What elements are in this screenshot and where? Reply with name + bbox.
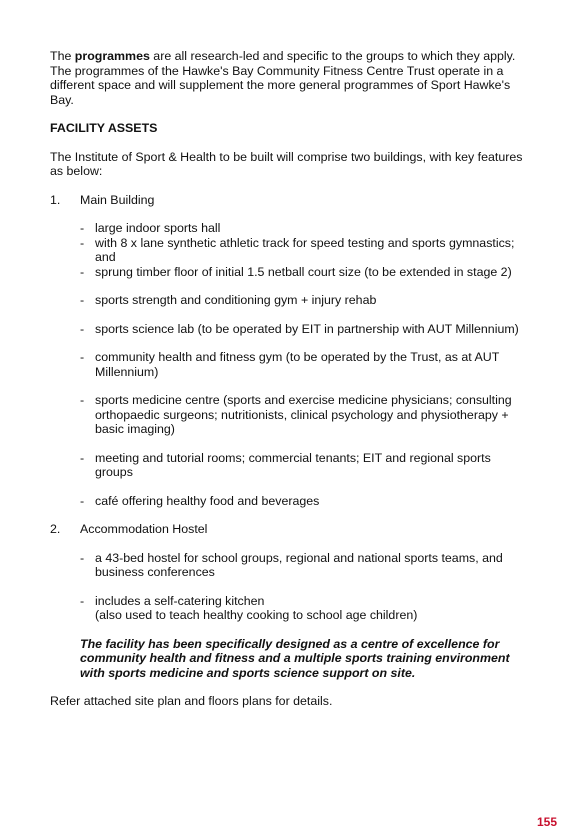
item-number: 2. [50,522,61,536]
list-item [80,551,530,580]
item-number: 1. [50,192,61,207]
item-title: Accommodation Hostel [80,522,208,536]
dash-bullet: - [80,221,85,235]
dash-bullet: - [80,321,85,336]
hostel-list [80,551,530,623]
intro-paragraph [50,49,530,107]
list-item-text: sprung timber floor of initial 1.5 netball court size (to be extended in stage 2) [95,264,512,279]
list-item-text: sports strength and conditioning gym + injury rehab [95,293,377,307]
dash-bullet: - [80,450,85,465]
item-title: Main Building [80,192,155,207]
list-item-text: community health and fitness gym (to be operated by the Trust, as at AUT Millennium) [95,350,500,379]
dash-bullet: - [80,550,85,565]
dash-bullet: - [80,593,85,608]
dash-bullet: - [80,393,85,407]
list-item [80,236,530,265]
intro-before-bold: The [50,49,75,63]
dash-bullet: - [80,350,85,364]
list-item-text: café offering healthy food and beverages [95,493,320,508]
emphasis-statement: The facility has been specifically designed as a centre of excellence for community health and fitness and a multiple sports training environment with sports medicine and sports science support on site. [80,636,510,680]
list-item [80,393,530,437]
list-item [80,322,530,337]
document-page [50,49,530,709]
section-heading: FACILITY ASSETS [50,121,158,135]
list-item-text [95,594,417,623]
page-number: 155 [536,815,557,829]
list-item [80,594,530,623]
list-item-text: large indoor sports hall [95,221,221,235]
list-item-text: meeting and tutorial rooms; commercial tenants; EIT and regional sports groups [95,450,491,479]
list-item-text: sports science lab (to be operated by EIT in partnership with AUT Millennium) [95,321,519,336]
list-item [80,494,530,509]
dash-bullet: - [80,293,85,307]
list-item [80,265,530,280]
list-item [80,350,530,379]
numbered-item-accommodation-hostel [50,522,530,537]
list-item [80,221,530,236]
dash-bullet: - [80,235,85,250]
dash-bullet: - [80,264,85,279]
intro-bold-word: programmes [74,49,150,63]
list-item-text: with 8 x lane synthetic athletic track for speed testing and sports gymnastics; and [95,235,515,264]
intro-after-bold: are all research-led and specific to the groups to which they apply. The programmes of the Hawke's Bay Community Fitness Centre Trust operate in a different space and will supplement the more general programmes of Sport Hawke's Bay. [50,49,516,107]
list-item-text: sports medicine centre (sports and exercise medicine physicians; consulting orthopaedic surgeons; nutritionists, clinical psychology and physiotherapy + basic imaging) [95,393,512,436]
list-item [80,293,530,308]
list-item [80,451,530,480]
list-item-line: includes a self-catering kitchen [95,593,265,608]
lead-paragraph: The Institute of Sport & Health to be built will comprise two buildings, with key features as below: [50,149,523,178]
dash-bullet: - [80,493,85,508]
list-item-text: a 43-bed hostel for school groups, regional and national sports teams, and business conferences [95,550,503,579]
main-building-list [80,221,530,508]
numbered-item-main-building [50,193,530,208]
list-item-line: (also used to teach healthy cooking to school age children) [95,608,418,622]
closing-note: Refer attached site plan and floors plans for details. [50,694,333,708]
